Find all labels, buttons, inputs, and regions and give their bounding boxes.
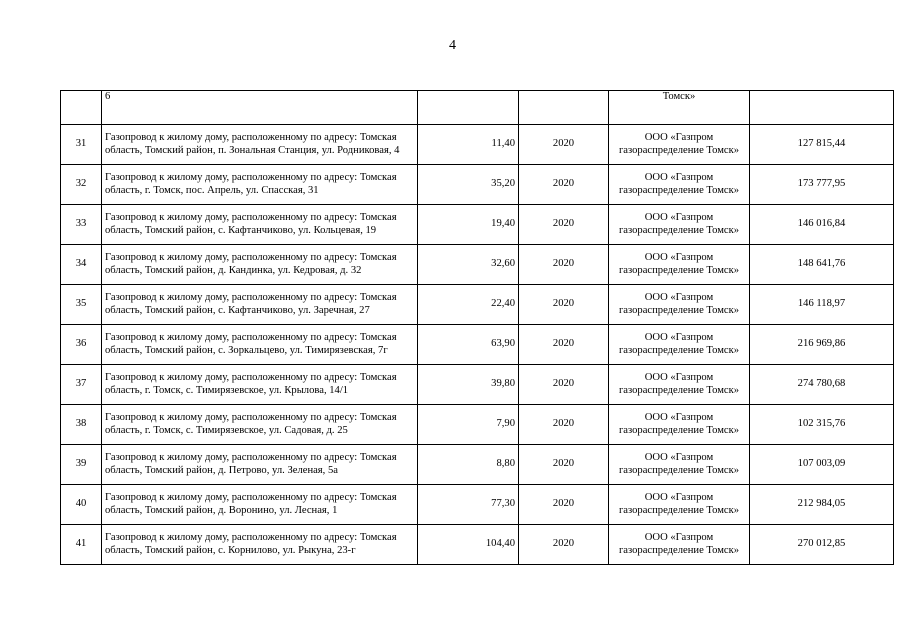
- cell-num: 35: [61, 285, 102, 325]
- cell-owner: ООО «Газпром газораспределение Томск»: [609, 245, 750, 285]
- cell-length: 63,90: [418, 325, 519, 365]
- cell-num: 36: [61, 325, 102, 365]
- cell-owner: ООО «Газпром газораспределение Томск»: [609, 125, 750, 165]
- cell-num: 33: [61, 205, 102, 245]
- cell-length: 35,20: [418, 165, 519, 205]
- cell-num: 41: [61, 525, 102, 565]
- cell-cost: [750, 91, 894, 125]
- cell-year: 2020: [519, 165, 609, 205]
- cell-cost: 173 777,95: [750, 165, 894, 205]
- cell-owner: ООО «Газпром газораспределение Томск»: [609, 405, 750, 445]
- cell-year: 2020: [519, 405, 609, 445]
- cell-desc: Газопровод к жилому дому, расположенному по адресу: Томская область, Томский район, с. Корнилово, ул. Рыкуна, 23-г: [102, 525, 418, 565]
- cell-year: 2020: [519, 285, 609, 325]
- table-row: [61, 485, 894, 525]
- cell-owner: ООО «Газпром газораспределение Томск»: [609, 285, 750, 325]
- cell-cost: 127 815,44: [750, 125, 894, 165]
- cell-cost: 146 118,97: [750, 285, 894, 325]
- cell-num: 32: [61, 165, 102, 205]
- table-row: [61, 165, 894, 205]
- table-row: [61, 365, 894, 405]
- cell-desc: 6: [102, 91, 418, 125]
- cell-owner: ООО «Газпром газораспределение Томск»: [609, 205, 750, 245]
- table-row: [61, 525, 894, 565]
- cell-length: 104,40: [418, 525, 519, 565]
- cell-length: 32,60: [418, 245, 519, 285]
- table-row-continuation: [61, 91, 894, 125]
- cell-desc: Газопровод к жилому дому, расположенному по адресу: Томская область, Томский район, д. Петрово, ул. Зеленая, 5а: [102, 445, 418, 485]
- cell-length: 22,40: [418, 285, 519, 325]
- cell-num: [61, 91, 102, 125]
- cell-year: [519, 91, 609, 125]
- cell-num: 37: [61, 365, 102, 405]
- cell-cost: 102 315,76: [750, 405, 894, 445]
- cell-owner: ООО «Газпром газораспределение Томск»: [609, 365, 750, 405]
- cell-year: 2020: [519, 485, 609, 525]
- cell-length: 11,40: [418, 125, 519, 165]
- cell-cost: 146 016,84: [750, 205, 894, 245]
- table-row: [61, 205, 894, 245]
- cell-owner: ООО «Газпром газораспределение Томск»: [609, 445, 750, 485]
- cell-cost: 148 641,76: [750, 245, 894, 285]
- cell-desc: Газопровод к жилому дому, расположенному по адресу: Томская область, Томский район, д. Кандинка, ул. Кедровая, д. 32: [102, 245, 418, 285]
- cell-owner: ООО «Газпром газораспределение Томск»: [609, 485, 750, 525]
- cell-desc: Газопровод к жилому дому, расположенному по адресу: Томская область, г. Томск, пос. Апрель, ул. Спасская, 31: [102, 165, 418, 205]
- cell-length: [418, 91, 519, 125]
- cell-year: 2020: [519, 325, 609, 365]
- cell-year: 2020: [519, 205, 609, 245]
- cell-cost: 107 003,09: [750, 445, 894, 485]
- cell-length: 8,80: [418, 445, 519, 485]
- property-table: [60, 90, 894, 565]
- cell-desc: Газопровод к жилому дому, расположенному по адресу: Томская область, г. Томск, с. Тимирязевское, ул. Крылова, 14/1: [102, 365, 418, 405]
- cell-year: 2020: [519, 365, 609, 405]
- table-row: [61, 245, 894, 285]
- cell-year: 2020: [519, 245, 609, 285]
- cell-length: 39,80: [418, 365, 519, 405]
- cell-num: 34: [61, 245, 102, 285]
- cell-cost: 274 780,68: [750, 365, 894, 405]
- cell-desc: Газопровод к жилому дому, расположенному по адресу: Томская область, Томский район, с. Кафтанчиково, ул. Заречная, 27: [102, 285, 418, 325]
- cell-num: 39: [61, 445, 102, 485]
- cell-cost: 270 012,85: [750, 525, 894, 565]
- cell-year: 2020: [519, 445, 609, 485]
- cell-desc: Газопровод к жилому дому, расположенному по адресу: Томская область, г. Томск, с. Тимирязевское, ул. Садовая, д. 25: [102, 405, 418, 445]
- cell-length: 77,30: [418, 485, 519, 525]
- table-row: [61, 325, 894, 365]
- cell-year: 2020: [519, 125, 609, 165]
- cell-desc: Газопровод к жилому дому, расположенному по адресу: Томская область, Томский район, п. Зональная Станция, ул. Родниковая, 4: [102, 125, 418, 165]
- cell-desc: Газопровод к жилому дому, расположенному по адресу: Томская область, Томский район, с. Кафтанчиково, ул. Кольцевая, 19: [102, 205, 418, 245]
- table-row: [61, 285, 894, 325]
- cell-num: 40: [61, 485, 102, 525]
- cell-num: 38: [61, 405, 102, 445]
- cell-owner: ООО «Газпром газораспределение Томск»: [609, 165, 750, 205]
- table-row: [61, 405, 894, 445]
- cell-length: 19,40: [418, 205, 519, 245]
- cell-cost: 212 984,05: [750, 485, 894, 525]
- cell-desc: Газопровод к жилому дому, расположенному по адресу: Томская область, Томский район, с. Зоркальцево, ул. Тимирязевская, 7г: [102, 325, 418, 365]
- cell-owner: ООО «Газпром газораспределение Томск»: [609, 525, 750, 565]
- table-row: [61, 125, 894, 165]
- cell-owner: Томск»: [609, 91, 750, 125]
- cell-num: 31: [61, 125, 102, 165]
- table-row: [61, 445, 894, 485]
- table-body: [61, 91, 894, 565]
- cell-year: 2020: [519, 525, 609, 565]
- cell-cost: 216 969,86: [750, 325, 894, 365]
- cell-length: 7,90: [418, 405, 519, 445]
- cell-desc: Газопровод к жилому дому, расположенному по адресу: Томская область, Томский район, д. Воронино, ул. Лесная, 1: [102, 485, 418, 525]
- page-number: 4: [449, 38, 456, 53]
- cell-owner: ООО «Газпром газораспределение Томск»: [609, 325, 750, 365]
